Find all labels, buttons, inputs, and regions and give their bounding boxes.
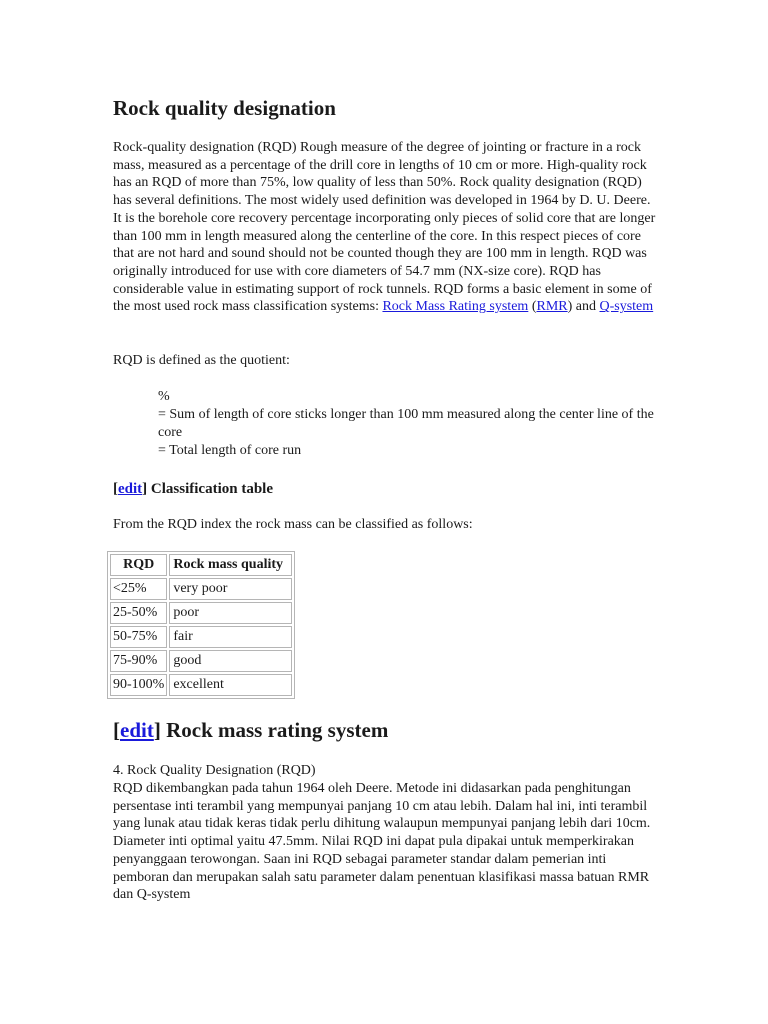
q-system-link[interactable]: Q-system bbox=[599, 299, 654, 315]
table-cell-quality: fair bbox=[169, 626, 292, 648]
table-header-quality: Rock mass quality bbox=[169, 554, 292, 576]
table-cell-quality: poor bbox=[169, 602, 292, 624]
rmr-heading-title: Rock mass rating system bbox=[160, 718, 389, 742]
rmr-heading: [edit] Rock mass rating system bbox=[113, 718, 389, 742]
formula-numerator: = Sum of length of core sticks longer than 100 mm measured along the center line of the core bbox=[158, 407, 654, 440]
intro-sep-1: ( bbox=[528, 299, 537, 315]
table-cell-quality: good bbox=[169, 650, 292, 672]
rqd-classification-table bbox=[107, 551, 295, 699]
table-row bbox=[110, 626, 292, 648]
table-row bbox=[110, 602, 292, 624]
table-cell-rqd: 25-50% bbox=[110, 602, 167, 624]
table-cell-rqd: 90-100% bbox=[110, 674, 167, 696]
classification-intro: From the RQD index the rock mass can be classified as follows: bbox=[113, 517, 473, 532]
formula-denominator: = Total length of core run bbox=[158, 443, 302, 458]
table-cell-rqd: <25% bbox=[110, 578, 167, 600]
table-cell-quality: very poor bbox=[169, 578, 292, 600]
classification-heading-title: Classification table bbox=[147, 481, 274, 497]
indonesian-paragraph: RQD dikembangkan pada tahun 1964 oleh Deere. Metode ini didasarkan pada penghitungan persentase inti terambil yang mempunyai panjang 10 cm atau lebih. Dalam hal ini, inti terambil yang lunak atau tidak keras tidak perlu dihitung walaupun mempunyai panjang lebih dari 10cm. Diameter inti optimal yaitu 47.5mm. Nilai RQD ini dapat pula dipakai untuk memperkirakan penyanggaan terowongan. Saan ini RQD sebagai parameter standar dalam pemerian inti pemboran dan merupakan salah satu parameter dalam penentuan klasifikasi massa batuan RMR dan Q-system bbox=[113, 781, 651, 903]
intro-paragraph bbox=[113, 139, 658, 316]
table-cell-quality: excellent bbox=[169, 674, 292, 696]
edit-link-rmr[interactable]: edit bbox=[120, 718, 154, 742]
formula-percent: % bbox=[158, 389, 170, 404]
intro-sep-2: ) and bbox=[567, 299, 600, 315]
table-header-row bbox=[110, 554, 292, 576]
indonesian-section-title: 4. Rock Quality Designation (RQD) bbox=[113, 763, 316, 778]
table-cell-rqd: 50-75% bbox=[110, 626, 167, 648]
table-row bbox=[110, 578, 292, 600]
classification-heading: [edit] Classification table bbox=[113, 481, 274, 497]
quotient-intro: RQD is defined as the quotient: bbox=[113, 353, 290, 368]
table-header-rqd: RQD bbox=[110, 554, 167, 576]
table-row bbox=[110, 650, 292, 672]
rock-mass-rating-system-link[interactable]: Rock Mass Rating system bbox=[382, 299, 529, 315]
table-row bbox=[110, 674, 292, 696]
rqd-formula bbox=[158, 388, 658, 460]
table-cell-rqd: 75-90% bbox=[110, 650, 167, 672]
page-title: Rock quality designation bbox=[113, 96, 336, 120]
rmr-link[interactable]: RMR bbox=[536, 299, 568, 315]
edit-link-classification[interactable]: edit bbox=[118, 481, 143, 497]
intro-text: Rock-quality designation (RQD) Rough measure of the degree of jointing or fracture in a rock mass, measured as a percentage of the drill core in lengths of 10 cm or more. High-quality rock has an RQD of more than 75%, low quality of less than 50%. Rock quality designation (RQD) has several definitions. The most widely used definition was developed in 1964 by D. U. Deere. It is the borehole core recovery percentage incorporating only pieces of solid core that are longer than 100 mm in length measured along the centerline of the core. In this respect pieces of core that are not hard and sound should not be counted though they are 100 mm in length. RQD was originally introduced for use with core diameters of 54.7 mm (NX-size core). RQD has considerable value in estimating support of rock tunnels. RQD forms a basic element in some of the most used rock mass classification systems: bbox=[113, 140, 656, 315]
